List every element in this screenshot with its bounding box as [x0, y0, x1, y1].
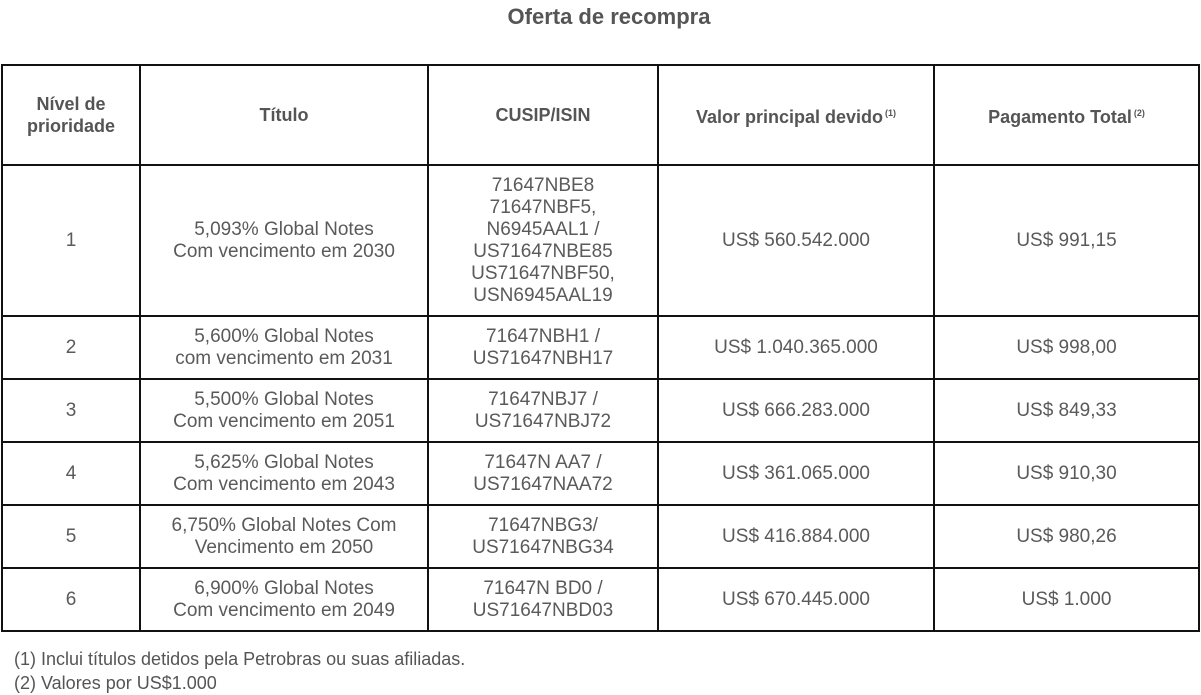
cell-priority: 5: [2, 505, 140, 568]
cell-principal: US$ 666.283.000: [658, 379, 934, 442]
table-row: [2, 505, 1199, 568]
cell-security: 5,500% Global Notes Com vencimento em 2051: [140, 379, 428, 442]
header-security: [140, 65, 428, 165]
cell-priority: 6: [2, 568, 140, 631]
cell-payment: US$ 980,26: [934, 505, 1199, 568]
cell-cusip: 71647N AA7 / US71647NAA72: [428, 442, 658, 505]
cell-priority: 3: [2, 379, 140, 442]
cell-principal: US$ 416.884.000: [658, 505, 934, 568]
footnote-marker-2: (2): [1133, 108, 1145, 118]
cell-payment: US$ 1.000: [934, 568, 1199, 631]
cell-priority: 4: [2, 442, 140, 505]
cell-principal: US$ 670.445.000: [658, 568, 934, 631]
cell-payment: US$ 998,00: [934, 316, 1199, 379]
footnote-1: (1) Inclui títulos detidos pela Petrobras ou suas afiliadas.: [14, 649, 466, 669]
cell-cusip: 71647NBG3/ US71647NBG34: [428, 505, 658, 568]
header-security-label: Título: [259, 105, 309, 125]
table-row: [2, 568, 1199, 631]
footnotes: [14, 647, 465, 695]
header-cusip-label: CUSIP/ISIN: [495, 105, 591, 125]
header-payment: [934, 65, 1199, 165]
cell-cusip: 71647N BD0 / US71647NBD03: [428, 568, 658, 631]
footnote-2: (2) Valores por US$1.000: [14, 673, 217, 693]
cell-principal: US$ 361.065.000: [658, 442, 934, 505]
cell-security: 5,093% Global Notes Com vencimento em 2030: [140, 165, 428, 316]
cell-payment: US$ 991,15: [934, 165, 1199, 316]
cell-payment: US$ 849,33: [934, 379, 1199, 442]
cell-security: 5,625% Global Notes Com vencimento em 2043: [140, 442, 428, 505]
cell-priority: 2: [2, 316, 140, 379]
cell-cusip: 71647NBH1 / US71647NBH17: [428, 316, 658, 379]
cell-payment: US$ 910,30: [934, 442, 1199, 505]
cell-cusip: 71647NBE8 71647NBF5, N6945AAL1 / US71647NBE85 US71647NBF50, USN6945AAL19: [428, 165, 658, 316]
cell-security: 6,750% Global Notes Com Vencimento em 2050: [140, 505, 428, 568]
table-header-row: [2, 65, 1199, 165]
header-payment-label: Pagamento Total: [988, 107, 1132, 127]
buyback-offer-table: [1, 64, 1200, 632]
table-row: [2, 379, 1199, 442]
cell-security: 6,900% Global Notes Com vencimento em 2049: [140, 568, 428, 631]
page-title: Oferta de recompra: [507, 4, 711, 29]
table-row: [2, 316, 1199, 379]
table-row: [2, 165, 1199, 316]
header-priority: [2, 65, 140, 165]
header-cusip: [428, 65, 658, 165]
header-principal: [658, 65, 934, 165]
cell-priority: 1: [2, 165, 140, 316]
header-priority-label: Nível de prioridade: [26, 94, 115, 136]
cell-cusip: 71647NBJ7 / US71647NBJ72: [428, 379, 658, 442]
cell-principal: US$ 560.542.000: [658, 165, 934, 316]
cell-security: 5,600% Global Notes com vencimento em 2031: [140, 316, 428, 379]
header-principal-label: Valor principal devido: [695, 107, 884, 127]
table-row: [2, 442, 1199, 505]
footnote-marker-1: (1): [885, 108, 897, 118]
cell-principal: US$ 1.040.365.000: [658, 316, 934, 379]
